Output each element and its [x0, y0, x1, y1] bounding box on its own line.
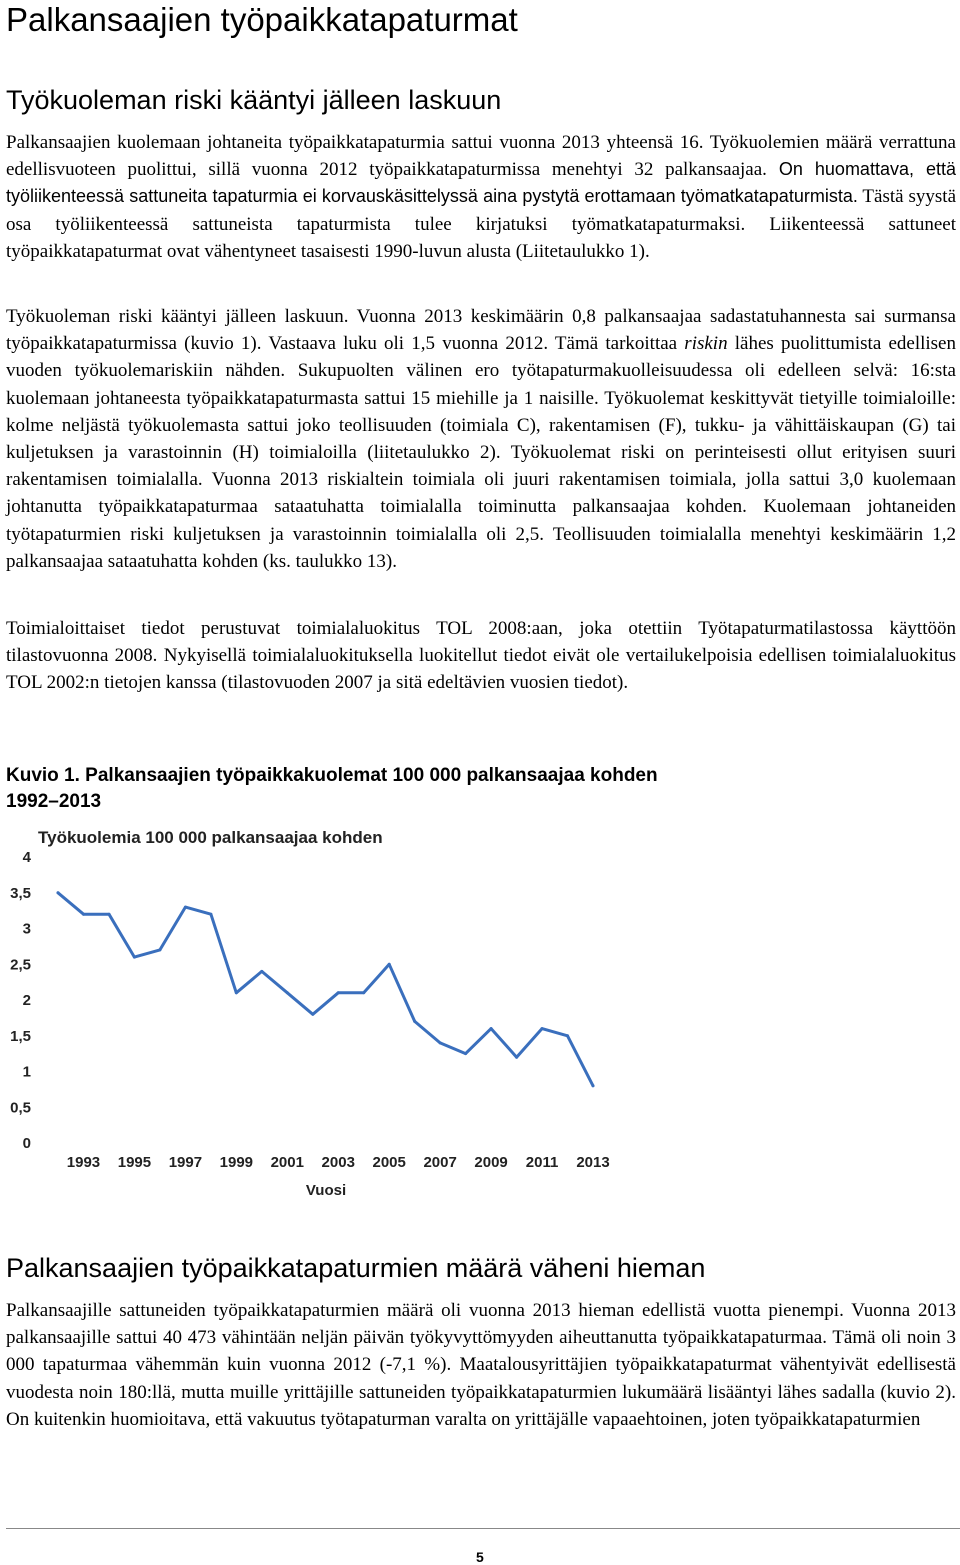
x-tick-label: 1997 — [168, 1154, 203, 1171]
x-tick-label: 2013 — [576, 1154, 610, 1171]
y-tick-label: 3,5 — [10, 884, 31, 902]
paragraph-risk-italic: riskin — [684, 333, 728, 355]
data-point — [464, 1052, 467, 1055]
y-tick-label: 3 — [22, 920, 31, 938]
paragraph-fatalities-part-b: On huomattava, että työliikenteessä sattuneita tapaturmia ei korvauskäsittelyssä aina pystytä erottamaan työmatkatapaturmista. — [6, 159, 956, 207]
x-tick-label: 2005 — [372, 1154, 406, 1171]
x-tick-label: 2001 — [270, 1154, 304, 1171]
data-point — [388, 963, 391, 966]
data-point — [158, 948, 161, 951]
data-point — [209, 913, 212, 916]
paragraph-fatalities — [6, 129, 956, 265]
x-tick-label: 1995 — [117, 1154, 152, 1171]
section-heading-accidents: Palkansaajien työpaikkatapaturmien määrä väheni hieman — [6, 1253, 706, 1283]
x-tick-label: 2007 — [423, 1154, 457, 1171]
x-tick-label: 2011 — [525, 1154, 559, 1171]
data-point — [184, 906, 187, 909]
chart-title: Työkuolemia 100 000 palkansaajaa kohden — [38, 828, 383, 847]
data-point — [566, 1034, 569, 1037]
paragraph-fatalities-part-a: Palkansaajien kuolemaan johtaneita työpaikkatapaturmia sattui vuonna 2013 yhteensä 16. Työkuolemien määrä verrattuna edellisvuoteen puolittui, sillä vuonna 2012 työpaikkatapaturmissa menehtyi 32 palkansaajaa. — [6, 132, 956, 181]
data-point — [592, 1084, 595, 1087]
y-tick-label: 1 — [22, 1063, 31, 1081]
data-point — [413, 1020, 416, 1023]
data-point — [337, 991, 340, 994]
x-tick-label: 1993 — [66, 1154, 101, 1171]
fatality-rate-line-chart — [0, 815, 640, 1205]
y-tick-label: 0,5 — [10, 1099, 31, 1117]
paragraph-risk — [6, 303, 956, 575]
data-point — [235, 991, 238, 994]
x-tick-label: 2009 — [474, 1154, 508, 1171]
chart-x-axis-label: Vuosi — [305, 1182, 347, 1199]
data-point — [108, 913, 111, 916]
y-tick-label: 4 — [22, 849, 31, 866]
data-point — [82, 913, 85, 916]
y-tick-label: 0 — [22, 1135, 31, 1152]
data-point — [133, 956, 136, 959]
y-tick-label: 2,5 — [10, 956, 31, 974]
data-point — [439, 1041, 442, 1044]
page-number: 5 — [476, 1549, 484, 1565]
paragraph-accidents: Palkansaajille sattuneiden työpaikkatapaturmien määrä oli vuonna 2013 hieman edellistä vuotta pienempi. Vuonna 2013 palkansaajille sattui 40 473 vähintään neljän päivän työkyvyttömyyden aiheuttanutta työpaikkatapaturmaa. Tämä oli noin 3 000 tapaturmaa vähemmän kuin vuonna 2012 (-7,1 %). Maatalousyrittäjien työpaikkatapaturmat vähentyivät edellisestä vuodesta noin 180:llä, mutta muille yrittäjille sattuneiden työpaikkatapaturmien lukumäärä lisääntyi lähes sadalla (kuvio 2). On kuitenkin huomioitava, että vakuutus työtapaturman varalta on yrittäjälle vapaaehtoinen, joten työpaikkatapaturmien — [6, 1300, 956, 1430]
paragraph-risk-part-b: lähes puolittumista edellisen vuoden työkuolemariskiin nähden. Sukupuolten välinen ero työtapaturmakuolleisuudessa oli edelleen selvä: 16:sta kuolemaan johtaneesta työpaikkatapaturmasta sattui 15 miehille ja 1 naisille. Työkuolemat keskittyvät tietyille toimialoille: kolme neljästä työkuolemasta sattui joko teollisuuden (toimiala C), rakentamisen (F), tukku- ja vähittäiskaupan (G) tai kuljetuksen ja varastoinnin (H) toimialoilla (liitetaulukko 2). Työkuolemat riski on perinteisesti ollut erityisen suuri rakentamisen toimialalla. Vuonna 2013 riskialtein toimiala oli juuri rakentamisen toimiala, jolla sattui 3,0 kuolemaan johtanutta työpaikkatapaturmaa sataatuhatta toimialalla toiminutta palkansaajaa kohden. Kuolemaan johtaneiden työtapaturmien riski kuljetuksen ja varastoinnin toimialalla oli 2,5. Teollisuuden toimialalla menehtyi keskimäärin 1,2 palkansaajaa sataatuhatta kohden (ks. taulukko 13). — [6, 333, 956, 572]
figure-caption: Kuvio 1. Palkansaajien työpaikkakuolemat 100 000 palkansaajaa kohden 1992–2013 — [6, 765, 658, 812]
paragraph-classification: Toimialoittaiset tiedot perustuvat toimialaluokitus TOL 2008:aan, joka otettiin Työtapaturmatilastossa käyttöön tilastovuonna 2008. Nykyisellä toimialaluokituksella luokitellut tiedot eivät ole vertailukelpoisia edellisen toimialaluokitus TOL 2002:n tietojen kanssa (tilastovuoden 2007 ja sitä edeltävien vuosien tiedot). — [6, 618, 956, 694]
y-tick-label: 2 — [22, 992, 31, 1009]
section-heading-risk: Työkuoleman riski kääntyi jälleen laskuun — [6, 85, 502, 115]
data-point — [541, 1027, 544, 1030]
page-title: Palkansaajien työpaikkatapaturmat — [6, 1, 518, 38]
data-point — [362, 991, 365, 994]
x-tick-label: 1999 — [219, 1154, 254, 1171]
data-point — [490, 1027, 493, 1030]
data-point — [286, 991, 289, 994]
footer-divider — [6, 1528, 960, 1529]
data-point — [311, 1013, 314, 1016]
data-point — [260, 970, 263, 973]
y-tick-label: 1,5 — [10, 1027, 31, 1045]
x-tick-label: 2003 — [321, 1154, 355, 1171]
data-point — [57, 891, 60, 894]
paragraph-fatalities-part-c: Tästä syystä osa työliikenteessä sattuneista tapaturmista tulee kirjatuksi työmatkatapaturmaksi. Liikenteessä sattuneet työpaikkatapaturmat ovat vähentyneet tasaisesti 1990-luvun alusta (Liitetaulukko 1). — [6, 186, 956, 262]
series-line — [58, 893, 593, 1086]
paragraph-risk-part-a: Työkuoleman riski kääntyi jälleen laskuun. Vuonna 2013 keskimäärin 0,8 palkansaajaa sadastatuhannesta sai surmansa työpaikkatapaturmissa (kuvio 1). Vastaava luku oli 1,5 vuonna 2012. Tämä tarkoittaa — [6, 306, 956, 355]
data-point — [515, 1056, 518, 1059]
